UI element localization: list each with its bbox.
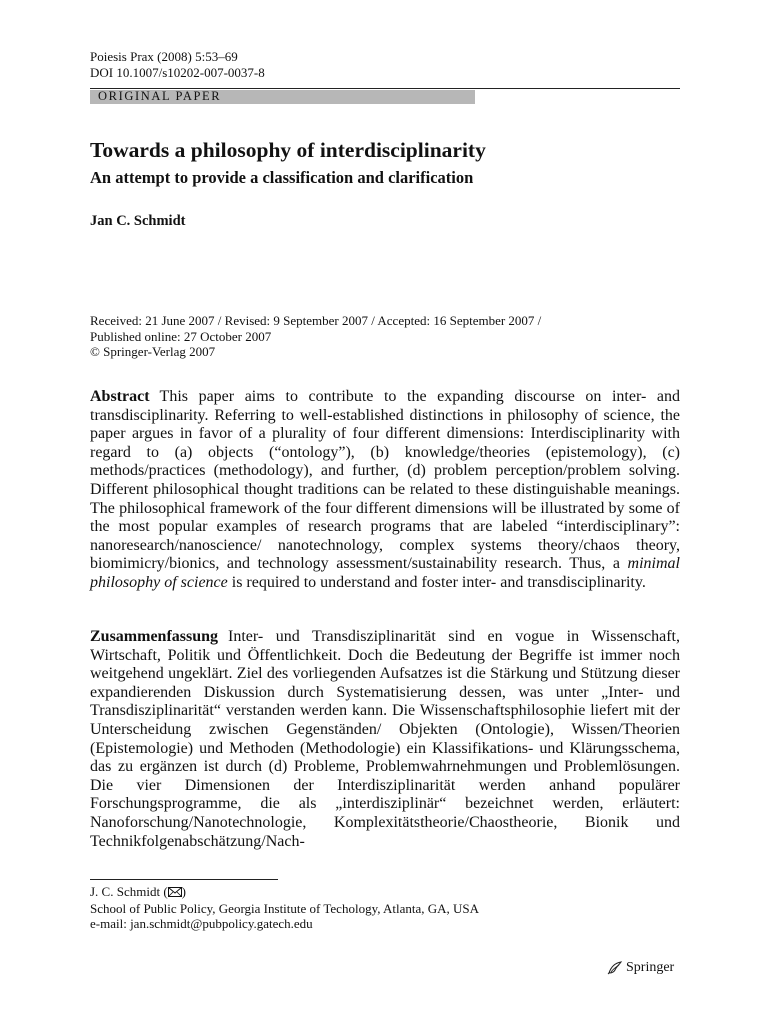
paper-subtitle: An attempt to provide a classification and clarification [90,168,474,187]
section-bar [90,90,475,104]
paper-title: Towards a philosophy of interdisciplinarity [90,138,486,162]
springer-logo-icon [607,961,623,975]
envelope-icon [168,885,182,901]
zusammenfassung-label: Zusammenfassung [90,628,219,645]
zusammenfassung-text: Inter- und Transdisziplinarität sind en vogue in Wissenschaft, Wirtschaft, Politik und Öffentlichkeit. Doch die Bedeutung der Begriffe ist immer noch weitgehend ungeklärt. Ziel des vorliegenden Aufsatzes ist die Stärkung und Stützung dieser expandierenden Diskussion durch Systematisierung dessen, was unter „Inter- und Transdisziplinarität“ verstanden werden kann. Die Wissenschaftsphilosophie liefert mit der Unterscheidung zwischen Gegenständen/ Objekten (Ontologie), Wissen/Theorien (Epistemologie) und Methoden (Methodologie) ein Klassifikations- und Klärungsschema, das zu ergänzen ist durch (d) Probleme, Problemwahrnehmungen und Problemlösungen. Die vier Dimensionen der Interdisziplinarität werden anhand populärer Forschungsprogramme, die als „interdisziplinär“ bezeichnet werden, erläutert: Nanoforschung/Nanotechnologie, Komplexitätstheorie/Chaostheorie, Bionik und Technikfolgenabschätzung/Nach- [90,628,680,850]
footnote-name-close: ) [181,884,186,899]
abstract-text-end: is required to understand and foster inter- and transdisciplinarity. [227,573,646,591]
footnote-name-line [90,884,479,901]
abstract-text: This paper aims to contribute to the expanding discourse on inter- and transdisciplinarity. Referring to well-established distinctions in philosophy of science, the paper argues in favor of a plurality of four different dimensions: Interdisciplinarity with regard to (a) objects (“ontology”), (b) knowledge/theories (epistemology), (c) methods/practices (methodology), and further, (d) problem perception/problem solving. Different philosophical thought traditions can be related to these distinguishable meanings. The philosophical framework of the four different dimensions will be illustrated by some of the most popular examples of research programs that are labeled “interdisciplinary”: nanoresearch/nanoscience/ nanotechnology, complex systems theory/chaos theory, biomimicry/bionics, and technology assessment/sustainability research. Thus, a [90,388,680,573]
publisher-name: Springer [626,960,675,975]
author-footnote [90,884,479,932]
doi: DOI 10.1007/s10202-007-0037-8 [90,64,265,80]
copyright-line: © Springer-Verlag 2007 [90,344,216,359]
footnote-affiliation: School of Public Policy, Georgia Institute of Techology, Atlanta, GA, USA [90,900,480,916]
abstract-emphasis: minimal philosophy of science [90,555,680,591]
footnote-name: J. C. Schmidt ( [90,884,168,899]
footnote-rule [90,879,278,880]
zusammenfassung [90,628,680,851]
published-line: Published online: 27 October 2007 [90,328,272,344]
received-line: Received: 21 June 2007 / Revised: 9 September 2007 / Accepted: 16 September 2007 / [90,313,542,328]
publication-dates [90,313,690,360]
publisher-logo [607,960,674,976]
author-name: Jan C. Schmidt [90,213,186,229]
abstract [90,388,680,593]
footnote-email[interactable]: e-mail: jan.schmidt@pubpolicy.gatech.edu [90,916,313,931]
journal-citation: Poiesis Prax (2008) 5:53–69 [90,49,238,64]
abstract-label: Abstract [90,388,150,405]
journal-meta [90,49,265,80]
section-label: ORIGINAL PAPER [98,89,222,103]
